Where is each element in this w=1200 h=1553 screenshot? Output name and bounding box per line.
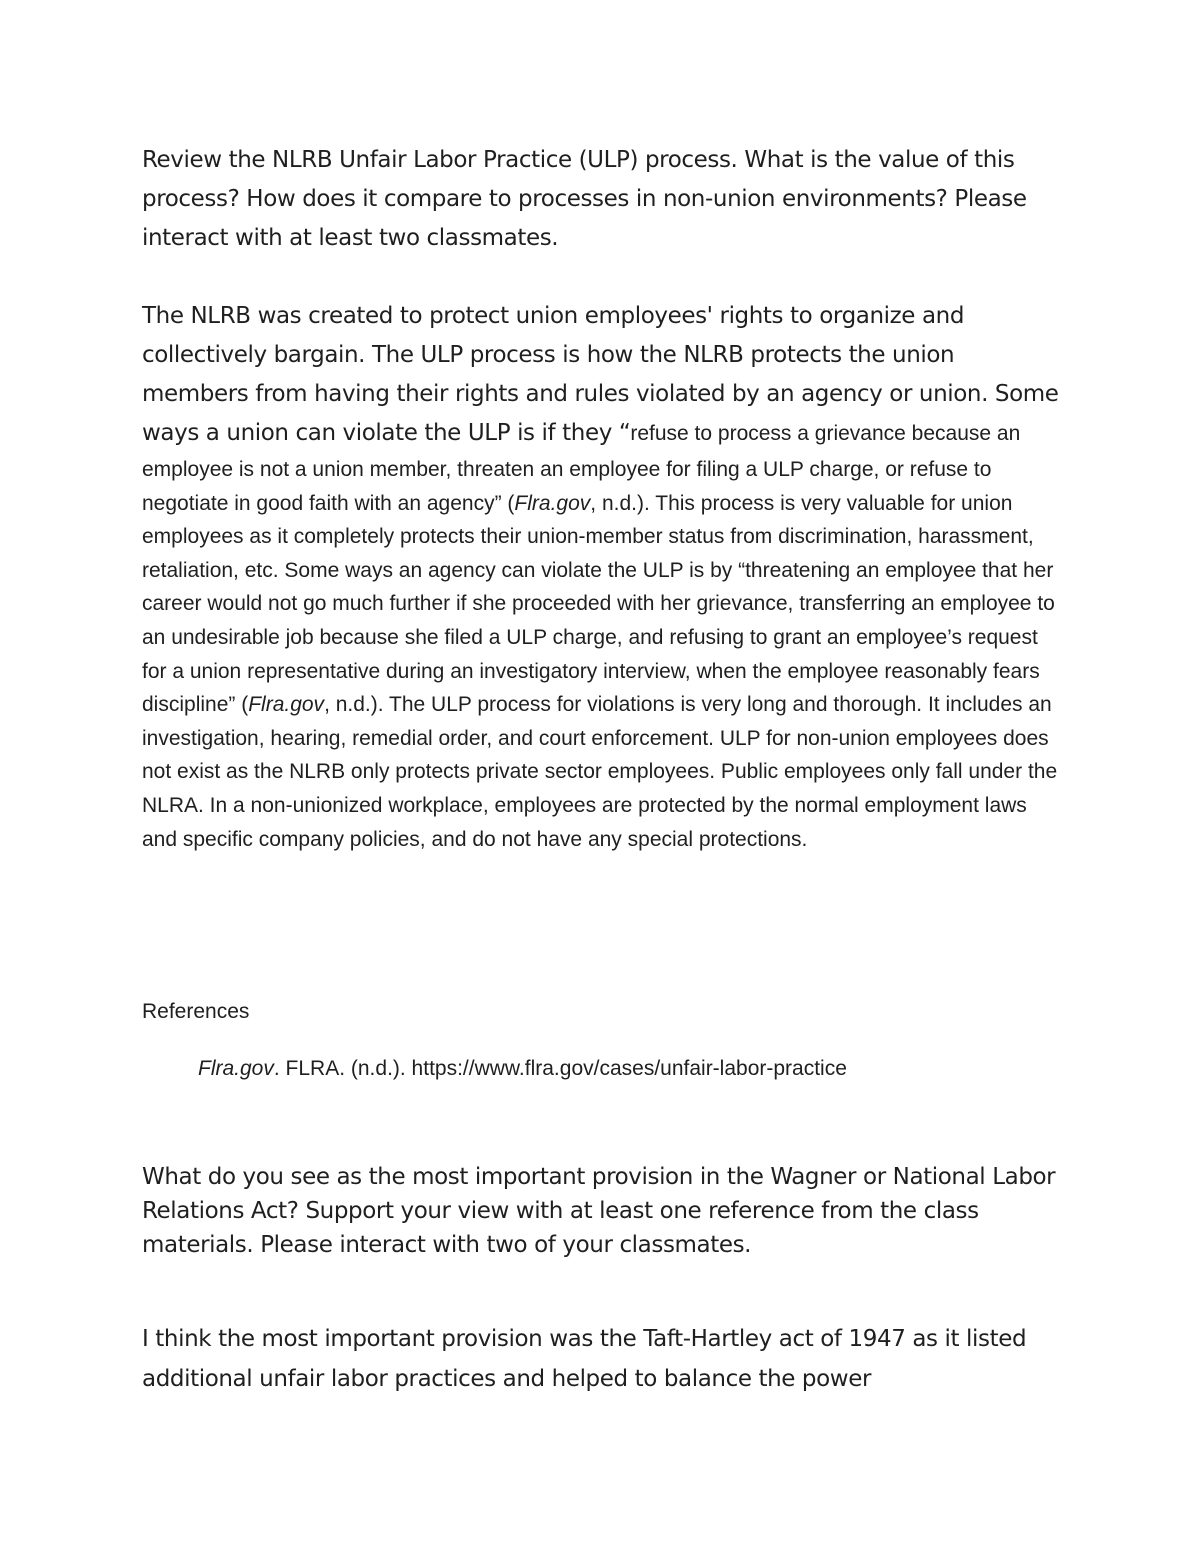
answer-ulp-intro: The NLRB was created to protect union employees' rights to organize and collectively bargain. The ULP process is how the NLRB protects the union members from having their rights and rules violated by an agency or union. Some ways a union can violate the ULP is if they “ (142, 303, 1059, 446)
citation-source: Flra.gov (514, 491, 591, 515)
discussion-question-ulp: Review the NLRB Unfair Labor Practice (ULP) process. What is the value of this process? How does it compare to processes in non-union environments? Please interact with at least two classmates. (142, 147, 1027, 251)
reference-details: . FLRA. (n.d.). https://www.flra.gov/cases/unfair-labor-practice (273, 1057, 847, 1080)
reference-source: Flra.gov (198, 1057, 274, 1080)
discussion-question-wagner: What do you see as the most important provision in the Wagner or National Labor Relations Act? Support your view with at least one reference from the class materials. Please interact with two of your classmates. (142, 1164, 1056, 1258)
answer-ulp-conclusion: , n.d.). The ULP process for violations is very long and thorough. It includes an investigation, hearing, remedial order, and court enforcement. ULP for non-union employees does not exist as the NLRB only protects private sector employees. Public employees only fall under the NLRA. In a non-unionized workplace, employees are protected by the normal employment laws and specific company policies, and do not have any special protections. (142, 693, 1058, 851)
citation-source: Flra.gov (248, 693, 325, 717)
answer-ulp (142, 297, 1062, 856)
references-heading: References (142, 1000, 250, 1023)
answer-wagner: I think the most important provision was the Taft-Hartley act of 1947 as it listed additional unfair labor practices and helped to balance the power (142, 1326, 1027, 1392)
answer-ulp-quote: refuse to process a grievance because an employee is not a union member, threaten an employee for filing a ULP charge, or refuse to negotiate in good faith with an agency” ( (142, 422, 1021, 515)
reference-entry (198, 1052, 847, 1086)
answer-ulp-body: , n.d.). This process is very valuable for union employees as it completely protects their union-member status from discrimination, harassment, retaliation, etc. Some ways an agency can violate the ULP is by “threatening an employee that her career would not go much further if she proceeded with her grievance, transferring an employee to an undesirable job because she filed a ULP charge, and refusing to grant an employee’s request for a union representative during an investigatory interview, when the employee reasonably fears discipline” ( (142, 491, 1055, 717)
